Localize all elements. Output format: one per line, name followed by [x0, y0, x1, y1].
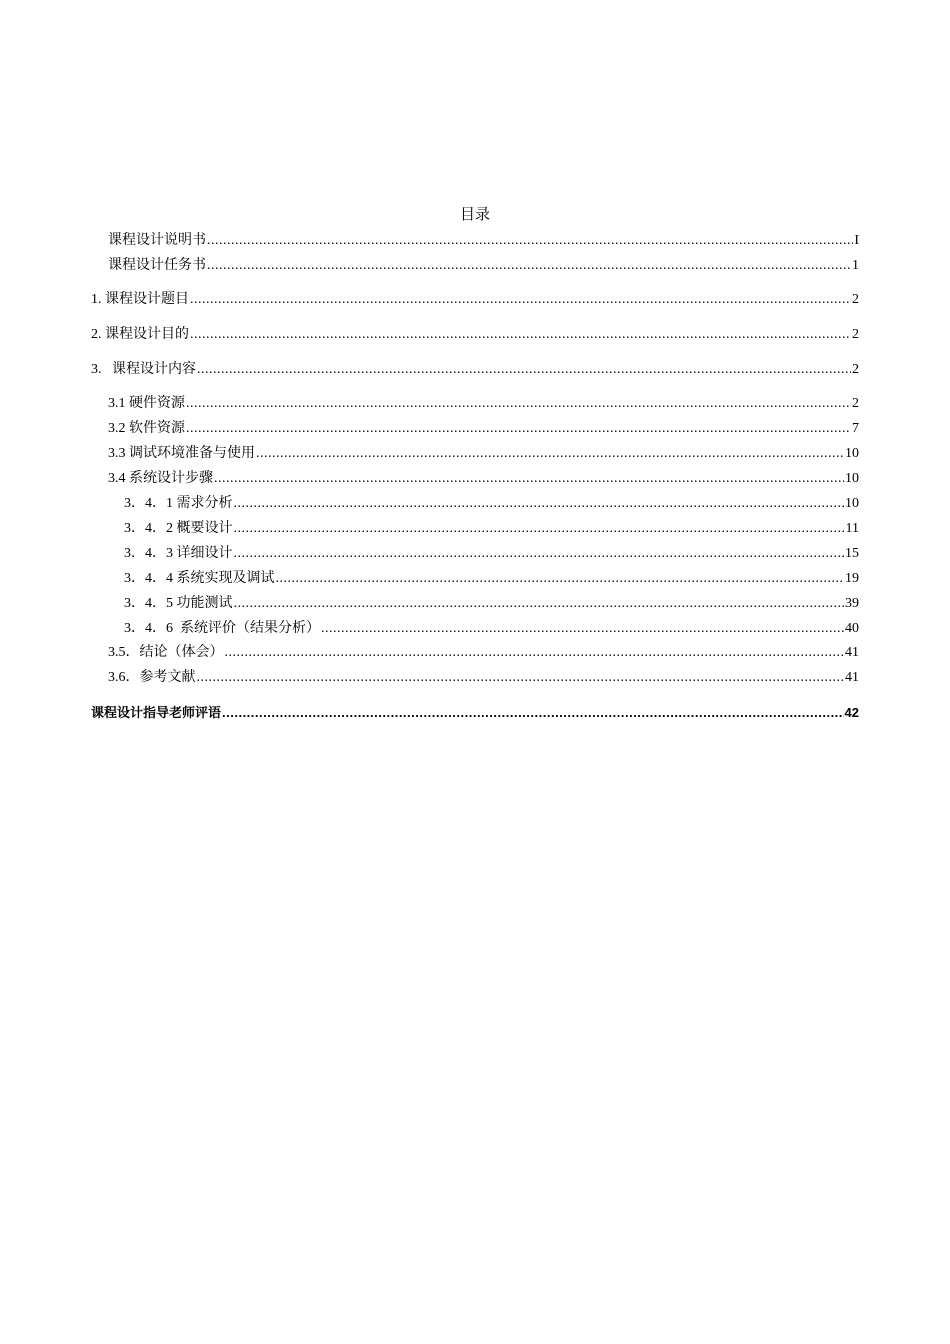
toc-dot-leader — [256, 445, 844, 462]
toc-entry[interactable] — [124, 495, 859, 512]
toc-entry-label: 3.5．结论（体会） — [108, 645, 224, 660]
toc-dot-leader — [222, 704, 844, 721]
toc-entry-page: 2 — [852, 292, 859, 307]
toc-dot-leader — [321, 620, 844, 637]
toc-entry-label: 课程设计说明书 — [108, 233, 206, 248]
toc-entry-label: 1. 课程设计题目 — [91, 292, 189, 307]
toc-dot-leader — [214, 470, 844, 487]
toc-dot-leader — [276, 570, 845, 587]
toc-dot-leader — [190, 291, 851, 308]
toc-dot-leader — [234, 545, 845, 562]
toc-entry[interactable] — [108, 232, 859, 249]
toc-dot-leader — [186, 395, 851, 412]
toc-entry-label: 3.4 系统设计步骤 — [108, 471, 213, 486]
toc-title: 目录 — [459, 207, 490, 223]
toc-entry-page: 41 — [845, 645, 859, 660]
toc-entry[interactable] — [91, 326, 859, 343]
toc-entry[interactable] — [91, 361, 859, 378]
toc-entry-label: 课程设计指导老师评语 — [91, 705, 222, 720]
toc-entry-label: 3．4．4 系统实现及调试 — [124, 571, 275, 586]
toc-entry-page: I — [854, 233, 859, 248]
toc-dot-leader — [190, 326, 851, 343]
toc-entry-label: 3. 课程设计内容 — [91, 362, 196, 377]
toc-entry-label: 课程设计任务书 — [108, 258, 206, 273]
toc-entry-page: 41 — [845, 670, 859, 685]
toc-entry[interactable] — [108, 644, 859, 661]
toc-entry-label: 3.2 软件资源 — [108, 421, 185, 436]
toc-entry-label: 3．4．6 系统评价（结果分析） — [124, 621, 320, 636]
toc-entry-page: 2 — [852, 362, 859, 377]
toc-entry-page: 40 — [845, 621, 859, 636]
toc-dot-leader — [234, 520, 845, 537]
toc-entry[interactable] — [108, 470, 859, 487]
toc-dot-leader — [197, 669, 845, 686]
toc-entry[interactable] — [108, 445, 859, 462]
toc-entry[interactable] — [108, 395, 859, 412]
toc-entry-page: 7 — [852, 421, 859, 436]
toc-entry-label: 3．4．3 详细设计 — [124, 546, 233, 561]
toc-entry-page: 10 — [845, 496, 859, 511]
toc-entry-page: 10 — [845, 471, 859, 486]
toc-entry[interactable] — [91, 704, 859, 721]
toc-dot-leader — [207, 232, 853, 249]
toc-dot-leader — [207, 257, 851, 274]
toc-entry-page: 39 — [845, 596, 859, 611]
toc-entry-page: 11 — [845, 521, 859, 536]
toc-entry-page: 2 — [852, 396, 859, 411]
toc-entry-page: 15 — [845, 546, 859, 561]
toc-entry-label: 3.1 硬件资源 — [108, 396, 185, 411]
toc-entry[interactable] — [124, 595, 859, 612]
toc-entry-label: 3．4．2 概要设计 — [124, 521, 233, 536]
toc-entry-page: 10 — [845, 446, 859, 461]
toc-entry[interactable] — [108, 669, 859, 686]
toc-entry-label: 3.6．参考文献 — [108, 670, 196, 685]
toc-entry-page: 2 — [852, 327, 859, 342]
toc-entry-label: 3．4．5 功能测试 — [124, 596, 233, 611]
toc-entry[interactable] — [91, 291, 859, 308]
toc-entry-page: 1 — [852, 258, 859, 273]
toc-entry[interactable] — [124, 620, 859, 637]
toc-entry[interactable] — [108, 420, 859, 437]
toc-entry-label: 3．4．1 需求分析 — [124, 496, 233, 511]
toc-entry-label: 2. 课程设计目的 — [91, 327, 189, 342]
toc-entry-label: 3.3 调试环境准备与使用 — [108, 446, 255, 461]
toc-dot-leader — [234, 595, 845, 612]
toc-entry[interactable] — [124, 520, 859, 537]
toc-dot-leader — [197, 361, 851, 378]
toc-entry-page: 42 — [844, 705, 859, 720]
toc-dot-leader — [234, 495, 845, 512]
toc-dot-leader — [225, 644, 845, 661]
toc-entry[interactable] — [124, 570, 859, 587]
toc-entry[interactable] — [124, 545, 859, 562]
toc-entry[interactable] — [108, 257, 859, 274]
toc-dot-leader — [186, 420, 851, 437]
toc-entry-page: 19 — [845, 571, 859, 586]
